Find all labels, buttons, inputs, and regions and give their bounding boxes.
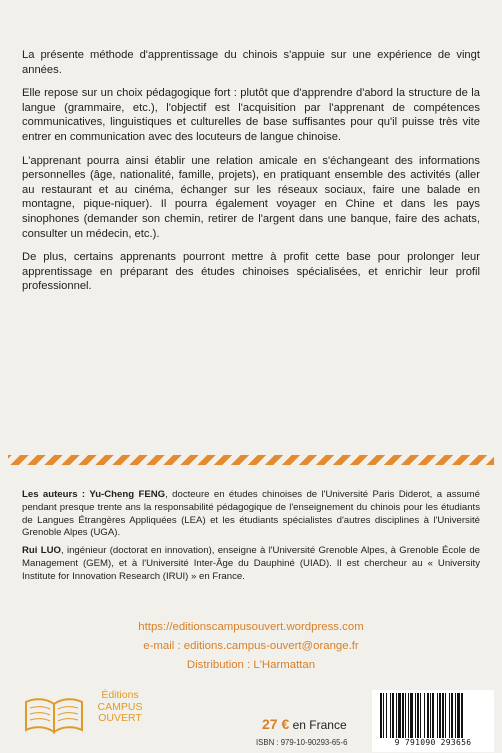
author-1-bio: , docteure en études chinoises de l'Université Paris Diderot, a assumé pendant presque trente ans la responsabilité pédagogique de l'enseignement du chinois pour les étudiants de Langues Étrangères Appliquées (LEA) et les étudiants spécialistes d'autres disciplines à l'Université Grenoble Alpes (UGA). — [22, 489, 480, 539]
isbn: ISBN : 979-10-90293-65-6 — [256, 738, 348, 747]
price — [262, 716, 347, 732]
barcode-bars — [378, 693, 488, 738]
publisher-name — [90, 690, 150, 725]
author-2-name: Rui LUO — [22, 545, 61, 557]
paragraph-1: La présente méthode d'apprentissage du chinois s'appuie sur une expérience de vingt années. — [22, 49, 480, 76]
publisher-line-2: CAMPUS — [97, 700, 143, 713]
barcode-digits: 9 791090 293656 — [394, 738, 472, 747]
description — [22, 48, 480, 303]
paragraph-2: Elle repose sur un choix pédagogique fort : plutôt que d'apprendre d'abord la structure de la langue (grammaire, etc.), l'objectif est l'acquisition par l'apprenant de compétences communicatives, linguistiques et culturelles de base suffisantes pour qu'il puisse très vite entrer en communication avec des locuteurs de langue chinoise. — [22, 87, 480, 143]
website-link[interactable]: https://editionscampusouvert.wordpress.com — [138, 621, 364, 633]
orange-stripe-divider — [8, 455, 494, 465]
author-1-name: Les auteurs : Yu-Cheng FENG — [22, 489, 166, 500]
author-2-bio: , ingénieur (doctorat en innovation), enseigne à l'Université Grenoble Alpes, à Grenoble École de Management (GEM), et à l'Université Inter-Âge du Dauphiné (UIAD). Il est chercheur au « University Institute for Innovation Research (IRUI) » en France. — [22, 545, 480, 582]
authors-section — [22, 489, 480, 589]
email-link[interactable]: e-mail : editions.campus-ouvert@orange.fr — [143, 640, 359, 652]
paragraph-3: L'apprenant pourra ainsi établir une relation amicale en s'échangeant des informations personnelles (âge, nationalité, famille, projets), en pratiquant ensemble des activités (aller au restaurant et au cinéma, échanger sur les réseaux sociaux, faire une balade en montagne, pique-niquer). Il pourra également voyager en Chine et dans les pays sinophones (demander son chemin, retirer de l'argent dans une banque, faire des achats, consulter un médecin, etc.). — [22, 154, 480, 240]
contact-info — [0, 618, 502, 675]
price-suffix: en France — [289, 718, 347, 732]
isbn-barcode — [372, 690, 494, 752]
publisher-line-1: Éditions — [101, 689, 139, 701]
price-amount: 27 € — [262, 716, 290, 732]
author-2 — [22, 545, 480, 583]
open-book-icon — [22, 696, 86, 736]
paragraph-4: De plus, certains apprenants pourront mettre à profit cette base pour prolonger leur apprentissage en préparant des études chinoises spécialisées, et enrichir leur profil professionnel. — [22, 251, 480, 293]
publisher-logo — [22, 690, 162, 742]
distribution-text: Distribution : L'Harmattan — [186, 659, 316, 671]
publisher-line-3: OUVERT — [98, 712, 142, 724]
author-1 — [22, 489, 480, 540]
